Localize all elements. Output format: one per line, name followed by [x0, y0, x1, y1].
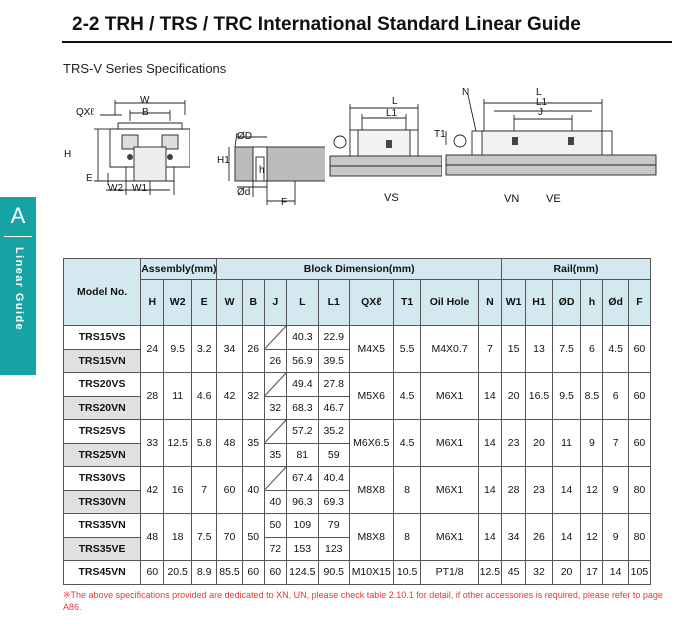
table-cell: 105 [628, 561, 650, 585]
group-rail: Rail(mm) [501, 259, 650, 280]
table-cell: 72 [264, 537, 286, 561]
table-cell: 32 [526, 561, 552, 585]
table-cell: M6X1 [421, 420, 478, 467]
table-row [64, 514, 651, 538]
table-cell: 70 [217, 514, 242, 561]
table-body [64, 326, 651, 585]
label-l1-vn: L1 [536, 97, 548, 108]
section-subtitle: TRS-V Series Specifications [63, 61, 227, 76]
table-cell: 50 [264, 514, 286, 538]
table-cell: 10.5 [393, 561, 421, 585]
table-row [64, 326, 651, 350]
table-cell: 45 [501, 561, 525, 585]
table-cell: 14 [478, 467, 501, 514]
table-cell: 35 [264, 443, 286, 467]
table-cell: 48 [217, 420, 242, 467]
label-phi-d-bottom: Ød [237, 187, 251, 198]
table-cell: 9.5 [164, 326, 192, 373]
table-cell: 40 [242, 467, 264, 514]
table-cell: 24 [141, 326, 164, 373]
table-cell: 60 [628, 420, 650, 467]
col-header: E [191, 280, 216, 326]
label-vn: VN [504, 193, 520, 205]
table-cell: 7 [478, 326, 501, 373]
table-cell: 60 [628, 373, 650, 420]
table-cell: 8 [393, 467, 421, 514]
table-cell: 20 [526, 420, 552, 467]
table-cell: 14 [552, 514, 581, 561]
table-cell: 81 [286, 443, 318, 467]
col-header: J [264, 280, 286, 326]
table-cell: 79 [318, 514, 349, 538]
table-cell: M10X15 [349, 561, 393, 585]
col-header: Oil Hole [421, 280, 478, 326]
label-qxl: QXℓ [76, 107, 94, 118]
table-cell: 14 [478, 373, 501, 420]
model-cell: TRS35VN [64, 514, 141, 538]
diagonal-slash [265, 420, 286, 443]
table-cell: 7 [603, 420, 628, 467]
table-cell: 123 [318, 537, 349, 561]
table-cell: 14 [552, 467, 581, 514]
model-cell: TRS15VS [64, 326, 141, 350]
table-cell: 96.3 [286, 490, 318, 514]
table-row [64, 467, 651, 491]
table-cell: M8X8 [349, 467, 393, 514]
table-cell: 35 [242, 420, 264, 467]
model-cell: TRS45VN [64, 561, 141, 585]
table-cell: 48 [141, 514, 164, 561]
col-header: W2 [164, 280, 192, 326]
table-cell: 14 [478, 514, 501, 561]
col-header: L [286, 280, 318, 326]
table-cell: 4.5 [603, 326, 628, 373]
label-n: N [462, 87, 470, 98]
table-cell: 26 [242, 326, 264, 373]
table-cell: 28 [501, 467, 525, 514]
col-header: L1 [318, 280, 349, 326]
label-h: H [64, 149, 72, 160]
table-cell: 6 [581, 326, 603, 373]
table-cell: 6 [603, 373, 628, 420]
col-header: ØD [552, 280, 581, 326]
col-header: T1 [393, 280, 421, 326]
table-cell: 7.5 [191, 514, 216, 561]
table-cell: 56.9 [286, 349, 318, 373]
table-cell: 80 [628, 467, 650, 514]
table-cell: 34 [501, 514, 525, 561]
table-cell: 11 [164, 373, 192, 420]
table-cell: 49.4 [286, 373, 318, 397]
label-ve: VE [546, 193, 561, 205]
table-cell: 4.6 [191, 373, 216, 420]
label-f: F [281, 197, 288, 208]
table-cell: 80 [628, 514, 650, 561]
table-cell: 9.5 [552, 373, 581, 420]
table-cell: 9 [603, 514, 628, 561]
table-cell: M4X0.7 [421, 326, 478, 373]
model-cell: TRS30VN [64, 490, 141, 514]
table-cell: 28 [141, 373, 164, 420]
label-phi-d-top: ØD [237, 131, 252, 142]
table-cell: 8.5 [581, 373, 603, 420]
col-header: W1 [501, 280, 525, 326]
table-cell: 60 [242, 561, 264, 585]
side-tab-letter: A [10, 203, 26, 228]
table-cell: 16.5 [526, 373, 552, 420]
label-w: W [140, 95, 150, 106]
table-cell: 12.5 [164, 420, 192, 467]
table-cell: 8.9 [191, 561, 216, 585]
side-tab-divider [4, 236, 32, 237]
table-cell: 11 [552, 420, 581, 467]
table-cell: 42 [217, 373, 242, 420]
table-cell: 18 [164, 514, 192, 561]
table-cell: 26 [264, 349, 286, 373]
table-cell: 12 [581, 514, 603, 561]
table-cell: 27.8 [318, 373, 349, 397]
table-row [64, 373, 651, 397]
spec-table [63, 258, 651, 585]
table-cell: 40 [264, 490, 286, 514]
table-cell: 42 [141, 467, 164, 514]
table-cell: 20 [552, 561, 581, 585]
label-h1: H1 [217, 155, 230, 166]
table-cell: 69.3 [318, 490, 349, 514]
vn-ve-side-view-diagram [432, 85, 662, 210]
table-cell: 57.2 [286, 420, 318, 444]
table-cell: 40.3 [286, 326, 318, 350]
col-header: Ød [603, 280, 628, 326]
table-cell: PT1/8 [421, 561, 478, 585]
table-cell: 4.5 [393, 373, 421, 420]
table-cell: 109 [286, 514, 318, 538]
diagonal-slash [265, 373, 286, 396]
model-cell: TRS35VE [64, 537, 141, 561]
col-header: QXℓ [349, 280, 393, 326]
table-cell: 9 [603, 467, 628, 514]
vs-side-view-diagram [322, 96, 442, 210]
vs-side-view-drawing [322, 100, 442, 190]
label-h-small: h [259, 165, 265, 176]
model-cell: TRS30VS [64, 467, 141, 491]
label-e: E [86, 173, 93, 184]
table-cell: 14 [603, 561, 628, 585]
table-cell: 5.8 [191, 420, 216, 467]
label-b: B [142, 107, 149, 118]
col-header: N [478, 280, 501, 326]
footnote: ※The above specifications provided are dedicated to XN, UN, please check table 2.10.1 for detail, if other accessories is required, please refer to page A86. [63, 590, 663, 612]
table-cell: 17 [581, 561, 603, 585]
table-cell: 60 [628, 326, 650, 373]
label-vs: VS [384, 192, 399, 204]
table-cell: M6X6.5 [349, 420, 393, 467]
table-cell: 7.5 [552, 326, 581, 373]
table-cell: 26 [526, 514, 552, 561]
col-header: F [628, 280, 650, 326]
rail-section-drawing [215, 125, 325, 210]
table-cell: M5X6 [349, 373, 393, 420]
table-cell: 12 [581, 467, 603, 514]
table-cell: 3.2 [191, 326, 216, 373]
side-tab[interactable] [0, 197, 36, 375]
table-cell: 50 [242, 514, 264, 561]
table-cell: M6X1 [421, 514, 478, 561]
table-row [64, 561, 651, 585]
table-cell: M8X8 [349, 514, 393, 561]
table-cell: 33 [141, 420, 164, 467]
empty-j-cell [264, 420, 286, 444]
label-l-vs: L [392, 96, 398, 107]
col-header: W [217, 280, 242, 326]
table-cell: 68.3 [286, 396, 318, 420]
col-header: B [242, 280, 264, 326]
col-model: Model No. [64, 259, 141, 326]
label-l-vn: L [536, 87, 542, 98]
model-cell: TRS25VN [64, 443, 141, 467]
table-cell: 90.5 [318, 561, 349, 585]
model-cell: TRS20VN [64, 396, 141, 420]
table-cell: 46.7 [318, 396, 349, 420]
table-cell: 124.5 [286, 561, 318, 585]
table-cell: 40.4 [318, 467, 349, 491]
model-cell: TRS15VN [64, 349, 141, 373]
group-block: Block Dimension(mm) [217, 259, 502, 280]
col-header: H1 [526, 280, 552, 326]
table-cell: M4X5 [349, 326, 393, 373]
table-cell: 39.5 [318, 349, 349, 373]
table-cell: 59 [318, 443, 349, 467]
table-cell: M6X1 [421, 467, 478, 514]
rail-section-diagram [215, 125, 325, 210]
label-j: J [538, 107, 543, 118]
table-header-columns [64, 280, 651, 326]
empty-j-cell [264, 467, 286, 491]
table-cell: 20.5 [164, 561, 192, 585]
model-cell: TRS25VS [64, 420, 141, 444]
page-title: 2-2 TRH / TRS / TRC International Standard Linear Guide [72, 14, 581, 35]
table-cell: 32 [264, 396, 286, 420]
empty-j-cell [264, 373, 286, 397]
table-cell: 32 [242, 373, 264, 420]
label-w1: W1 [132, 183, 147, 194]
col-header: h [581, 280, 603, 326]
label-l1-vs: L1 [386, 108, 398, 119]
diagonal-slash [265, 467, 286, 490]
group-assembly: Assembly(mm) [141, 259, 217, 280]
table-cell: 20 [501, 373, 525, 420]
table-cell: 7 [191, 467, 216, 514]
table-cell: 60 [141, 561, 164, 585]
label-w2: W2 [108, 183, 123, 194]
table-cell: 60 [217, 467, 242, 514]
side-tab-label: Linear Guide [13, 247, 25, 332]
table-cell: 85.5 [217, 561, 242, 585]
title-divider [62, 41, 672, 43]
table-cell: 23 [501, 420, 525, 467]
col-header: H [141, 280, 164, 326]
label-t1: T1 [434, 129, 446, 140]
table-cell: 9 [581, 420, 603, 467]
table-cell: 8 [393, 514, 421, 561]
table-cell: M6X1 [421, 373, 478, 420]
table-cell: 16 [164, 467, 192, 514]
table-cell: 153 [286, 537, 318, 561]
table-cell: 22.9 [318, 326, 349, 350]
table-cell: 4.5 [393, 420, 421, 467]
table-cell: 14 [478, 420, 501, 467]
table-cell: 60 [264, 561, 286, 585]
table-cell: 35.2 [318, 420, 349, 444]
diagonal-slash [265, 326, 286, 349]
table-cell: 12.5 [478, 561, 501, 585]
table-cell: 23 [526, 467, 552, 514]
table-cell: 5.5 [393, 326, 421, 373]
table-cell: 34 [217, 326, 242, 373]
front-view-diagram [60, 95, 190, 200]
table-row [64, 420, 651, 444]
table-cell: 15 [501, 326, 525, 373]
model-cell: TRS20VS [64, 373, 141, 397]
table-cell: 13 [526, 326, 552, 373]
table-header-groups [64, 259, 651, 280]
table-cell: 67.4 [286, 467, 318, 491]
empty-j-cell [264, 326, 286, 350]
